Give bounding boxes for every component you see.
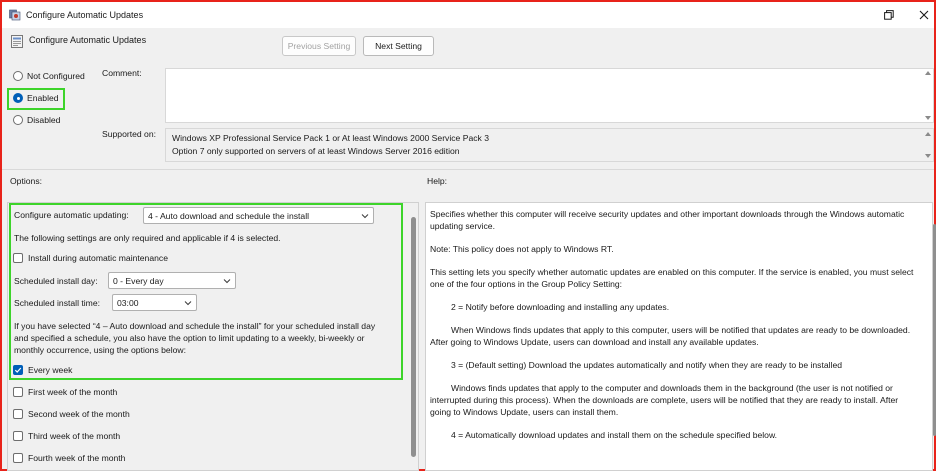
disabled-label: Disabled [27, 115, 61, 125]
third-week-checkbox[interactable] [13, 431, 23, 441]
fourth-week-checkbox[interactable] [13, 453, 23, 463]
install-day-value: 0 - Every day [113, 275, 164, 286]
comment-label: Comment: [102, 68, 142, 78]
week-option[interactable] [13, 453, 125, 463]
help-label: Help: [427, 176, 448, 186]
title-bar [2, 2, 934, 28]
help-paragraph: 4 = Automatically download updates and install them on the schedule specified below. [451, 430, 778, 440]
supported-on-box [165, 128, 934, 162]
scroll-up-icon[interactable] [925, 71, 931, 75]
schedule-note-line-1: If you have selected “4 – Auto download and schedule the install” for your scheduled install day [14, 321, 376, 331]
help-paragraph: When Windows finds updates that apply to this computer, users will be notified that updates are ready to be downloaded. After going to Windows Update, users can download and install any available updates. [430, 325, 911, 347]
help-paragraph: Specifies whether this computer will receive security updates and other important downloads through the Windows automatic updating service. [430, 209, 905, 231]
next-setting-button[interactable]: Next Setting [363, 36, 434, 56]
applicable-note: The following settings are only required and applicable if 4 is selected. [14, 233, 281, 243]
maintenance-label: Install during automatic maintenance [28, 253, 168, 263]
supported-line-2: Option 7 only supported on servers of at least Windows Server 2016 edition [172, 146, 460, 156]
install-time-label: Scheduled install time: [14, 298, 100, 308]
restore-button[interactable] [882, 8, 896, 22]
help-paragraph: 2 = Notify before downloading and installing any updates. [451, 302, 670, 312]
schedule-note-line-3: monthly occurrence, using the options below: [14, 345, 186, 355]
install-day-select[interactable] [108, 272, 236, 289]
help-text [430, 208, 916, 452]
week-option-label: Every week [28, 365, 73, 375]
chevron-down-icon [184, 299, 192, 307]
week-option[interactable] [13, 365, 72, 375]
scroll-up-icon[interactable] [925, 132, 931, 136]
close-button[interactable] [917, 8, 931, 22]
group-policy-icon [9, 9, 21, 21]
not-configured-radio[interactable] [13, 71, 23, 81]
enabled-option[interactable] [13, 93, 59, 103]
install-time-value: 03:00 [117, 297, 139, 308]
checkmark-icon [14, 366, 22, 374]
week-option-label: Third week of the month [28, 431, 121, 441]
help-paragraph: Windows finds updates that apply to the computer and downloads them in the background (the user is not notified or interrupted during this process). When the downloads are complete, users will be notified that they are ready to install. After going to Windows Update, users can install them. [430, 383, 899, 417]
policy-name: Configure Automatic Updates [29, 35, 147, 45]
second-week-checkbox[interactable] [13, 409, 23, 419]
week-option[interactable] [13, 387, 117, 397]
install-day-label: Scheduled install day: [14, 276, 98, 286]
help-panel [425, 202, 933, 471]
scroll-down-icon[interactable] [925, 116, 931, 120]
policy-setting-icon [11, 35, 23, 48]
not-configured-label: Not Configured [27, 71, 85, 81]
week-option-label: Fourth week of the month [28, 453, 126, 463]
enabled-radio[interactable] [13, 93, 23, 103]
maintenance-checkbox[interactable] [13, 253, 23, 263]
supported-on-label: Supported on: [102, 129, 156, 139]
supported-scrollbar[interactable] [924, 130, 933, 160]
previous-setting-button[interactable]: Previous Setting [282, 36, 356, 56]
comment-textarea[interactable] [165, 68, 934, 123]
section-divider [2, 169, 934, 170]
week-option-label: First week of the month [28, 387, 118, 397]
enabled-label: Enabled [27, 93, 59, 103]
comment-scrollbar[interactable] [924, 69, 933, 122]
window-title: Configure Automatic Updates [26, 10, 144, 20]
configure-updating-value: 4 - Auto download and schedule the install [148, 210, 310, 221]
every-week-checkbox[interactable] [13, 365, 23, 375]
options-label: Options: [10, 176, 43, 186]
disabled-radio[interactable] [13, 115, 23, 125]
week-option[interactable] [13, 409, 130, 419]
scroll-down-icon[interactable] [925, 154, 931, 158]
maintenance-option[interactable] [13, 253, 168, 263]
first-week-checkbox[interactable] [13, 387, 23, 397]
chevron-down-icon [223, 277, 231, 285]
options-scrollbar[interactable] [411, 217, 416, 457]
help-paragraph: 3 = (Default setting) Download the updates automatically and notify when they are ready to be installed [451, 360, 843, 370]
help-paragraph: Note: This policy does not apply to Windows RT. [430, 244, 614, 254]
close-icon [919, 10, 929, 20]
install-time-select[interactable] [112, 294, 197, 311]
not-configured-option[interactable] [13, 71, 85, 81]
schedule-note-line-2: and specified a schedule, you also have the option to limit updating to a weekly, bi-weekly or [14, 333, 365, 343]
restore-icon [884, 10, 894, 20]
disabled-option[interactable] [13, 115, 60, 125]
supported-line-1: Windows XP Professional Service Pack 1 or At least Windows 2000 Service Pack 3 [172, 133, 489, 143]
week-option-label: Second week of the month [28, 409, 130, 419]
chevron-down-icon [361, 212, 369, 220]
configure-updating-label: Configure automatic updating: [14, 210, 129, 220]
configure-updating-select[interactable] [143, 207, 374, 224]
week-option[interactable] [13, 431, 120, 441]
help-paragraph: This setting lets you specify whether automatic updates are enabled on this computer. If the service is enabled, you must select one of the four options in the Group Policy Setting: [430, 267, 914, 289]
